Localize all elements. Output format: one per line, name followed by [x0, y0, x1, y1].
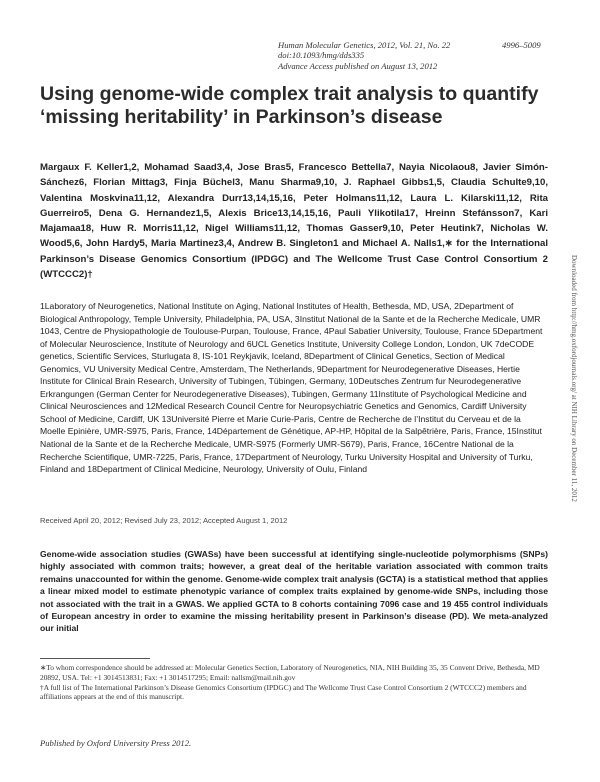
paper-title: Using genome-wide complex trait analysis to quantify ‘missing heritability’ in Parkinson’s disease: [40, 83, 539, 128]
page-range: 4996–5009: [502, 40, 541, 50]
affiliations: 1Laboratory of Neurogenetics, National Institute on Aging, National Institutes of Health, Bethesda, MD, USA, 2Department of Biological Anthropology, Temple University, Philadelphia, PA, USA, 3Institut National de la Sante et de la Recherche Medicale, UMR 1043, Centre de Physiopathologie de Toulouse-Purpan, Toulouse, France, 4Paul Sabatier University, Toulouse, France 5Department of Molecular Neuroscience, Institute of Neurology and 6UCL Genetics Institute, University College London, London, UK 7deCODE genetics, Scientific Services, Sturlugata 8, IS-101 Reykjavik, Iceland, 8Department of Clinical Genetics, Section of Medical Genomics, VU University Medical Centre, Amsterdam, The Netherlands, 9Department for Neurodegenerative Diseases, Hertie Institute for Clinical Brain Research, University of Tubingen, Tübingen, Germany, 10Deutsches Zentrum fur Neurodegenerative Erkrangungen (German Center for Neurodegenerative Diseases), Tubingen, Germany 11Institute of Psychological Medicine and Clinical Neurosciences and 12Medical Research Council Centre for Neuropsychiatric Genetics and Genomics, Cardiff University School of Medicine, Cardiff, UK 13Université Pierre et Marie Curie-Paris, Centre de Recherche de l’Institut du Cerveau et de la Moelle Epinière, UMR-S975, Paris, France, 14Département de Génétique, AP-HP, Hôpital de la Salpêtrière, Paris, France, 15Institut National de la Sante et de la Recherche Medicale, UMR-S975 (Formerly UMR-S679), Paris, France, 16Centre National de la Recherche Scientifique, UMR-7225, Paris, France, 17Department of Neurology, Turku University Hospital and University of Turku, Finland and 18Department of Clinical Medicine, Neurology, University of Oulu, Finland: [40, 301, 543, 475]
footnote-divider: [40, 658, 150, 659]
abstract: Genome-wide association studies (GWASs) have been successful at identifying single-nucleotide polymorphisms (SNPs) highly associated with common traits; however, a great deal of the heritable variation associated with common traits remains unaccounted for within the genome. Genome-wide complex trait analysis (GCTA) is a statistical method that applies a linear mixed model to estimate phenotypic variance of complex traits explained by genome-wide SNPs, including those not associated with the trait in a GWAS. We applied GCTA to 8 cohorts containing 7096 case and 19 455 control individuals of European ancestry in order to examine the missing heritability present in Parkinson’s disease (PD). We meta-analyzed our initial: [40, 549, 548, 634]
consortium-note: †A full list of The International Parkinson’s Disease Genomics Consortium (IPDGC) and The Wellcome Trust Case Control Consortium 2 (WTCCC2) members and affiliations appears at the end of this manuscript.: [40, 682, 527, 702]
journal-header: [278, 40, 568, 71]
publisher-line: Published by Oxford University Press 2012.: [40, 738, 192, 748]
received-dates: Received April 20, 2012; Revised July 23, 2012; Accepted August 1, 2012: [40, 516, 288, 525]
journal-citation: Human Molecular Genetics, 2012, Vol. 21, No. 22: [278, 40, 451, 50]
author-list: Margaux F. Keller1,2, Mohamad Saad3,4, Jose Bras5, Francesco Bettella7, Nayia Nicolaou8, Javier Simón-Sánchez6, Florian Mittag3, Finja Büchel3, Manu Sharma9,10, J. Raphael Gibbs1,5, Claudia Schulte9,10, Valentina Moskvina11,12, Alexandra Durr13,14,15,16, Peter Holmans11,12, Laura L. Kilarski11,12, Rita Guerreiro5, Dena G. Hernandez1,5, Alexis Brice13,14,15,16, Pauli Ylikotila17, Hreinn Stefánsson7, Kari Majamaa18, Huw R. Morris11,12, Nigel Williams11,12, Thomas Gasser9,10, Peter Heutink7, Nicholas W. Wood5,6, John Hardy5, Maria Martinez3,4, Andrew B. Singleton1 and Michael A. Nalls1,∗ for the International Parkinson’s Disease Genomics Consortium (IPDGC) and The Wellcome Trust Case Control Consortium 2 (WTCCC2)†: [40, 162, 548, 281]
download-watermark: Downloaded from http://hmg.oxfordjournals.org/ at NIH Library on December 11, 2012: [570, 255, 578, 502]
doi: doi:10.1093/hmg/dds335: [278, 50, 365, 61]
advance-access: Advance Access published on August 13, 2012: [278, 60, 438, 71]
correspondence-note: ∗To whom correspondence should be addressed at: Molecular Genetics Section, Laboratory of Neurogenetics, NIA, NIH Building 35, 35 Convent Drive, Bethesda, MD 20892, USA. Tel: +1 3014513831; Fax: +1 3014517295; Email: nallsm@mail.nih.gov: [40, 663, 540, 682]
footnotes: [40, 663, 548, 702]
